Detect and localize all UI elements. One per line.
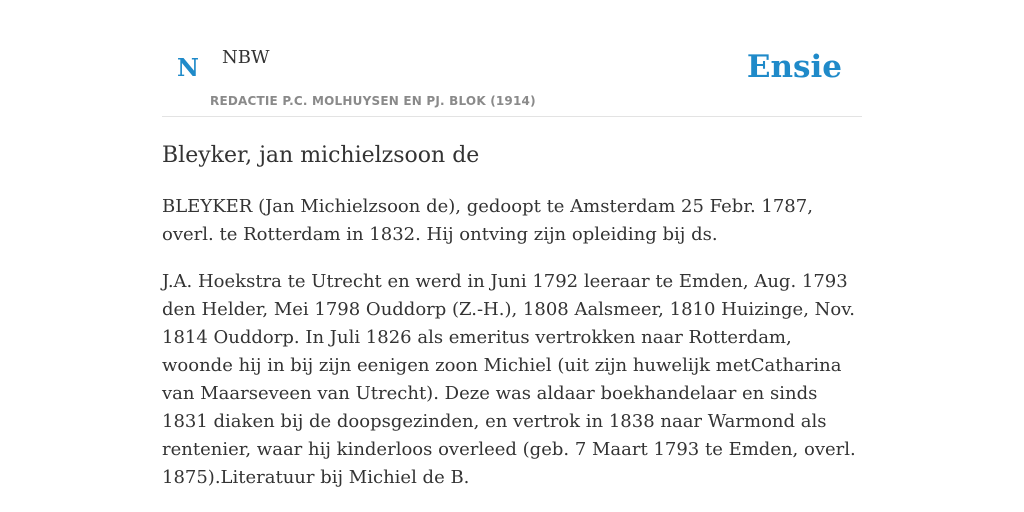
page (162, 0, 862, 492)
brand-logo[interactable]: Ensie (746, 49, 842, 85)
header (162, 0, 862, 117)
article-paragraph: J.A. Hoekstra te Utrecht en werd in Juni 1792 leeraar te Emden, Aug. 1793 den Helder, Mei 1798 Ouddorp (Z.-H.), 1808 Aalsmeer, 1810 Huizinge, Nov. 1814 Ouddorp. In Juli 1826 als emeritus vertrokken naar Rotterdam, woonde hij in bij zijn eenigen zoon Michiel (uit zijn huwelijk metCatharina van Maarseveen van Utrecht). Deze was aldaar boekhandelaar en sinds 1831 diaken bij de doopsgezinden, en vertrok in 1838 naar Warmond als rentenier, waar hij kinderloos overleed (geb. 7 Maart 1793 te Emden, overl. 1875).Literatuur bij Michiel de B. (162, 271, 856, 488)
article-paragraph: BLEYKER (Jan Michielzsoon de), gedoopt te Amsterdam 25 Febr. 1787, overl. te Rotterdam in 1832. Hij ontving zijn opleiding bij ds. (162, 196, 813, 245)
article-title: Bleyker, jan michielzsoon de (162, 143, 480, 168)
source-logo[interactable]: N (177, 53, 199, 82)
source-name[interactable]: NBW (222, 47, 270, 68)
source-subtitle: REDACTIE P.C. MOLHUYSEN EN PJ. BLOK (1914) (210, 94, 536, 108)
